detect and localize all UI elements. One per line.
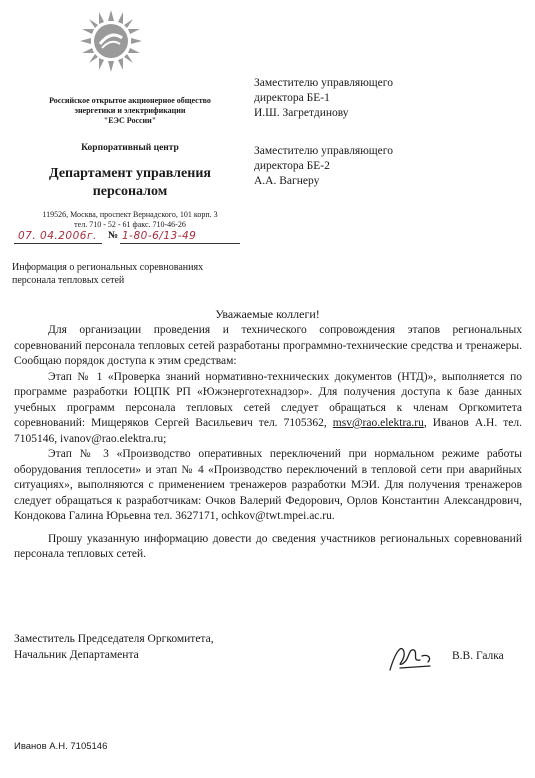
dept-line-1: Департамент управления	[49, 166, 211, 181]
org-line-1: Российское открытое акционерное общество	[49, 96, 211, 105]
signatory-title-line-2: Начальник Департамента	[14, 648, 139, 661]
number-label: №	[108, 230, 119, 241]
handwritten-signature	[382, 640, 442, 676]
department-name	[20, 165, 240, 201]
number-underline	[120, 243, 240, 244]
letter-body	[14, 323, 522, 563]
email-link-msv[interactable]: msv@rao.elektra.ru	[332, 417, 424, 429]
greeting: Уважаемые коллеги!	[215, 307, 320, 321]
letter-subject	[12, 262, 272, 287]
addressee-1-line-3: И.Ш. Загретдинову	[254, 107, 349, 119]
addressee-1-line-2: директора БЕ-1	[254, 92, 330, 104]
subject-line-1: Информация о региональных соревнованиях	[12, 262, 204, 273]
paragraph-3: Этап № 3 «Производство оперативных переключений при нормальном режиме работы оборудования теплосети» и этап № 4 «Производство переключений в тепловой сети при аварийных ситуациях», выполняются с применением тренажеров разработки МЭИ. Для получения тренажеров следует обращаться к разработчикам: Очков Валерий Федорович, Орлов Константин Александрович, Кондокова Галина Юрьевна тел. 3627171, ochkov@twt.mpei.ac.ru.	[14, 448, 522, 522]
addressee-2-line-2: директора БЕ-2	[254, 160, 330, 172]
address-line-2: тел. 710 - 52 - 61 факс. 710-46-26	[74, 220, 186, 229]
signatory-title-line-1: Заместитель Председателя Оргкомитета,	[14, 633, 214, 645]
sun-logo-icon	[78, 8, 144, 74]
addressee-2-line-3: А.А. Вагнеру	[254, 175, 320, 187]
registration-line	[12, 227, 242, 245]
registration-number: 1-80-6/13-49	[122, 230, 197, 242]
company-logo	[78, 8, 144, 74]
signatory-name: В.В. Галка	[452, 650, 504, 662]
dept-line-2: персоналом	[92, 184, 168, 199]
org-line-2: энергетики и электрификации	[74, 106, 186, 115]
addressee-2	[254, 144, 524, 189]
paragraph-4: Прошу указанную информацию довести до сведения участников региональных соревнований персонала тепловых сетей.	[14, 532, 522, 560]
registration-date: 07. 04.2006г.	[18, 230, 97, 242]
addressee-2-line-1: Заместителю управляющего	[254, 145, 393, 157]
paragraph-2-tail: , Иванов А.Н. тел. 7105146, ivanov@rao.elektra.ru;	[14, 417, 522, 445]
addressee-1-line-1: Заместителю управляющего	[254, 77, 393, 89]
signatory-title	[14, 632, 334, 663]
corporate-center: Корпоративный центр	[81, 143, 179, 153]
paragraph-2	[14, 370, 522, 448]
org-line-3: "ЕЭС России"	[103, 116, 157, 125]
executor-contact: Иванов А.Н. 7105146	[14, 741, 108, 752]
addressee-1	[254, 76, 524, 121]
date-underline	[14, 243, 102, 244]
signature-scribble-icon	[382, 640, 442, 676]
subject-line-2: персонала тепловых сетей	[12, 274, 125, 286]
paragraph-2-text: Этап № 1 «Проверка знаний нормативно-технических документов (НТД)», выполняется по программе разработки ЮЦПК РП «Южэнерготехнадзор». Для получения доступа к базе данных учебных программ персонала тепловых сетей следует обращаться к членам Оргкомитета соревнований: Мищеряков Сергей Васильевич тел. 7105362,	[14, 370, 522, 429]
paragraph-1: Для организации проведения и технического сопровождения этапов региональных соревнований персонала тепловых сетей разработаны программно-технические средства и тренажеры. Сообщаю порядок доступа к этим средствам:	[14, 324, 522, 367]
sender-organization	[20, 96, 240, 126]
address-line-1: 119526, Москва, проспект Вернадского, 101 корп. 3	[42, 210, 218, 219]
